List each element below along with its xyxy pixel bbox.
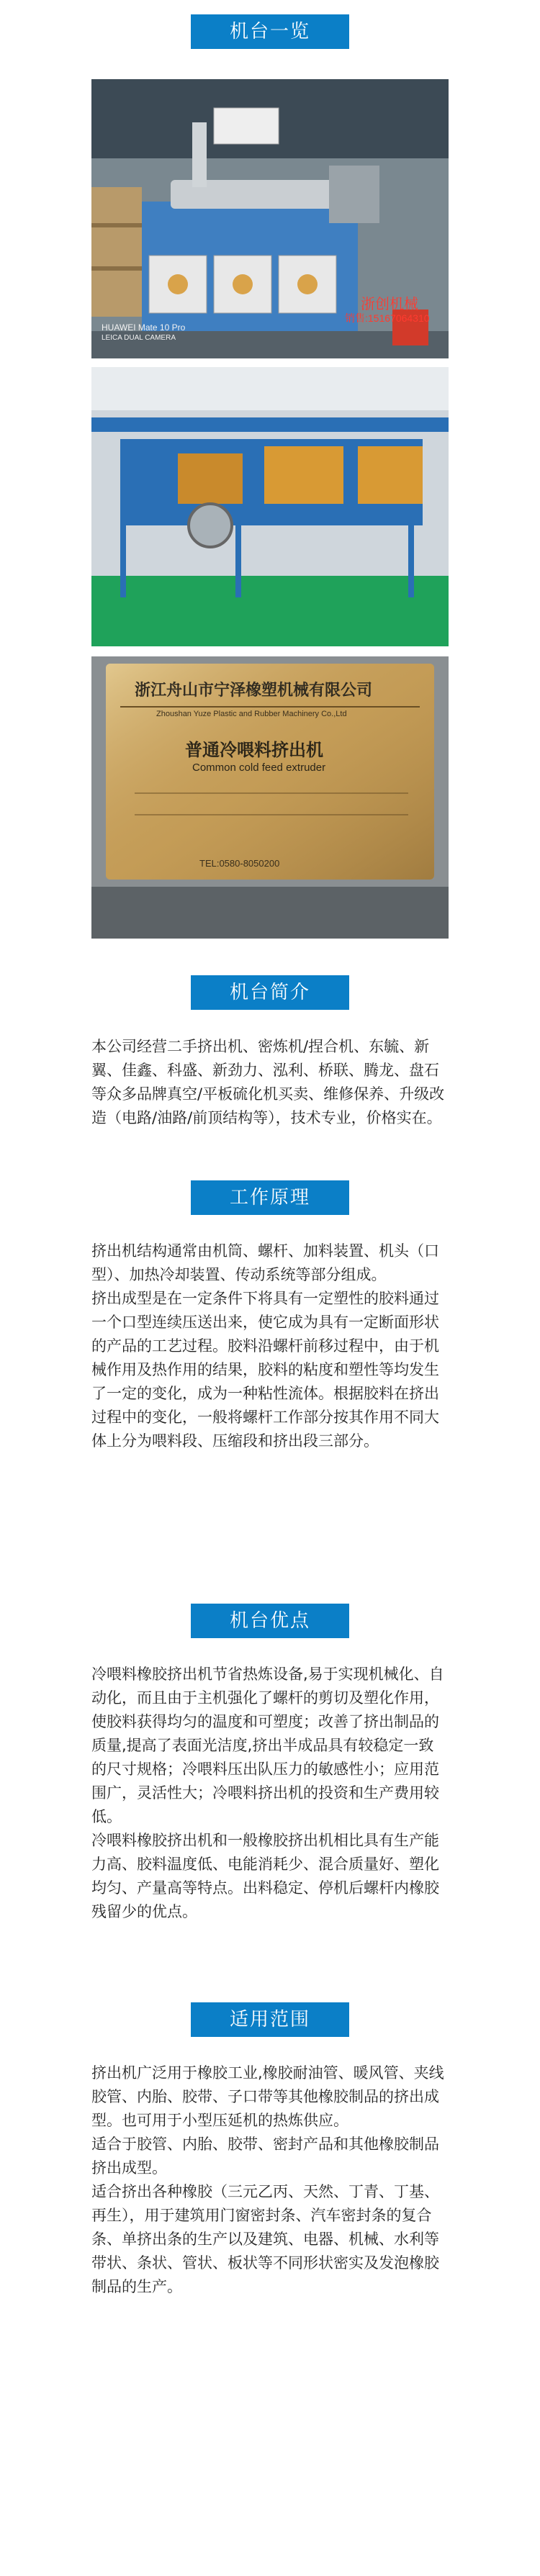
principle-paragraph: 挤出成型是在一定条件下将具有一定塑性的胶料通过一个口型连续压送出来，使它成为具有一定断面形状的产品的工艺过程。胶料沿螺杆前移过程中，由于机械作用及热作用的结果，胶料的粘度和塑性等均发生了一定的变化，成为一种粘性流体。根据胶料在挤出过程中的变化，一般将螺杆工作部分按其作用不同大体上分为喂料段、压缩段和挤出段三部分。 <box>91 1290 439 1450</box>
watermark-lens: LEICA DUAL CAMERA <box>102 334 176 342</box>
machine-photo-nameplate <box>91 656 449 939</box>
nameplate-company-en: Zhoushan Yuze Plastic and Rubber Machinery Co.,Ltd <box>156 710 347 718</box>
nameplate-title: 普通冷喂料挤出机 <box>185 741 323 760</box>
advantages-paragraph: 冷喂料橡胶挤出机节省热炼设备,易于实现机械化、自动化，而且由于主机强化了螺杆的剪切及塑化作用，使胶料获得均匀的温度和可塑度；改善了挤出制品的质量,提高了表面光洁度,挤出半成品具有较稳定一致的尺寸规格；冷喂料压出队压力的敏感性小；应用范围广，灵活性大；冷喂料挤出机的投资和生产费用较低。 <box>91 1666 444 1825</box>
scope-text <box>91 2061 449 2299</box>
section-title-intro: 机台简介 <box>191 975 349 1010</box>
machine-photo-extruder <box>91 79 449 358</box>
principle-paragraph: 挤出机结构通常由机筒、螺杆、加料装置、机头（口型）、加热冷却装置、传动系统等部分组成。 <box>91 1242 439 1283</box>
watermark-camera: HUAWEI Mate 10 Pro <box>102 322 186 333</box>
advantages-text <box>91 1663 449 1924</box>
intro-paragraph: 本公司经营二手挤出机、密炼机/捏合机、东毓、新翼、佳鑫、科盛、新劲力、泓利、桥联、腾龙、盘石等众多品牌真空/平板硫化机买卖、维修保养、升级改造（电路/油路/前顶结构等），技术专业，价格实在。 <box>91 1038 445 1126</box>
machine-photo-ovens <box>91 367 449 646</box>
nameplate-company: 浙江舟山市宁泽橡塑机械有限公司 <box>135 681 373 699</box>
advantages-paragraph: 冷喂料橡胶挤出机和一般橡胶挤出机相比具有生产能力高、胶料温度低、电能消耗少、混合质量好、塑化均匀、产量高等特点。出料稳定、停机后螺杆内橡胶残留少的优点。 <box>91 1832 439 1920</box>
watermark-phone: 销售:15167064310 <box>345 312 430 324</box>
nameplate-title-en: Common cold feed extruder <box>192 761 326 774</box>
nameplate-tel: TEL:0580-8050200 <box>199 858 280 869</box>
section-title-overview: 机台一览 <box>191 14 349 49</box>
section-title-scope: 适用范围 <box>191 2002 349 2037</box>
scope-paragraph: 适合于胶管、内胎、胶带、密封产品和其他橡胶制品挤出成型。 <box>91 2136 439 2177</box>
scope-paragraph: 挤出机广泛用于橡胶工业,橡胶耐油管、暖风管、夹线胶管、内胎、胶带、子口带等其他橡胶制品的挤出成型。也可用于小型压延机的热炼供应。 <box>91 2064 444 2129</box>
watermark-brand: 浙创机械 <box>361 297 418 312</box>
intro-text <box>91 1035 449 1130</box>
section-title-principle: 工作原理 <box>191 1180 349 1215</box>
principle-text <box>91 1239 449 1453</box>
scope-paragraph: 适合挤出各种橡胶（三元乙丙、天然、丁青、丁基、再生），用于建筑用门窗密封条、汽车密封条的复合条、单挤出条的生产以及建筑、电器、机械、水利等带状、条状、管状、板状等不同形状密实及发泡橡胶制品的生产。 <box>91 2183 439 2295</box>
section-title-advantages: 机台优点 <box>191 1604 349 1638</box>
